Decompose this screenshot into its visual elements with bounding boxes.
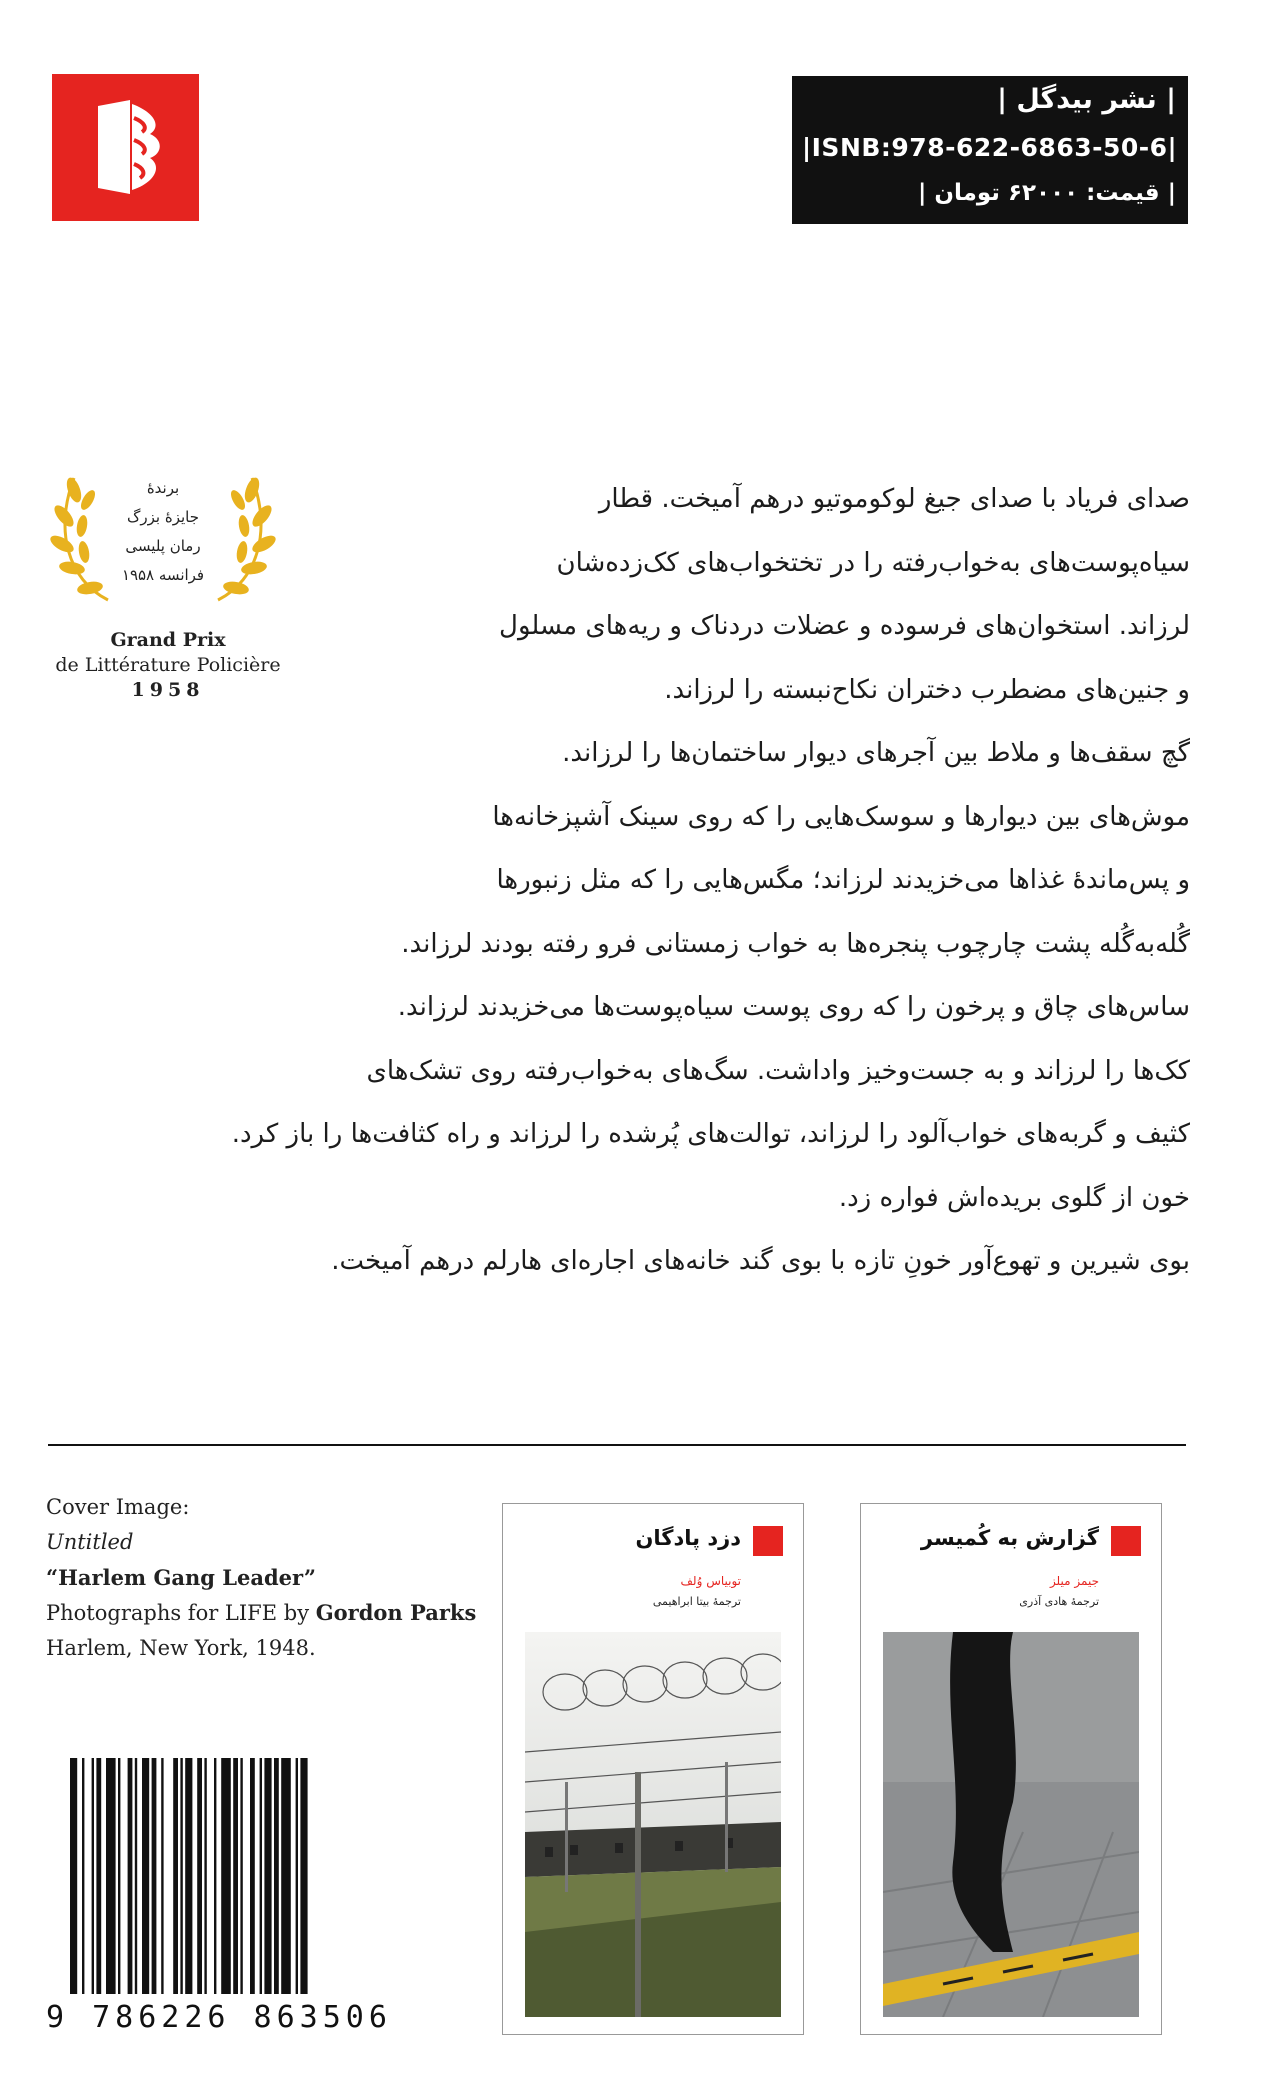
blurb-line: لرزاند. استخوان‌های فرسوده و عضلات دردناک و ریه‌های مسلول [499, 611, 1190, 641]
blurb-line: کک‌ها را لرزاند و به جست‌وخیز واداشت. سگ‌های به‌خواب‌رفته روی تشک‌های [366, 1055, 1190, 1086]
blurb-line: کثیف و گربه‌های خواب‌آلود را لرزاند، توالت‌های پُرشده را لرزاند و راه کثافت‌ها را باز کرد. [231, 1119, 1190, 1149]
credits-photo-name: “Harlem Gang Leader” [46, 1565, 316, 1590]
book-author: توبیاس وُلف [680, 1574, 741, 1588]
isbn-barcode [46, 1750, 440, 2040]
blurb-line: و پس‌ماندهٔ غذاها می‌خزیدند لرزاند؛ مگس‌هایی را که مثل زنبورها [496, 865, 1190, 895]
publisher-name: | نشر بیدگل | [997, 84, 1176, 115]
barbed-wire-fence-image [525, 1632, 781, 2017]
blurb-line: سیاه‌پوست‌های به‌خواب‌رفته را در تختخواب‌های کک‌زده‌شان [556, 547, 1190, 578]
cover-image-credits [46, 1490, 506, 1666]
blurb-line: موش‌های بین دیوارها و سوسک‌هایی را که روی سینک آشپزخانه‌ها [492, 801, 1190, 832]
blurb-line: گچ سقف‌ها و ملاط بین آجرهای دیوار ساختمان‌ها را لرزاند. [562, 738, 1190, 768]
mini-publisher-logo-icon [1111, 1526, 1141, 1556]
award-title: Grand Prix [110, 629, 226, 651]
credits-untitled: Untitled [46, 1530, 134, 1554]
publisher-logo [52, 74, 199, 221]
price: | قیمت: ۶۲۰۰۰ تومان | [917, 180, 1176, 206]
award-line: رمان پلیسی [125, 537, 201, 555]
related-book-2 [860, 1503, 1162, 2035]
blurb-line: صدای فریاد با صدای جیغ لوکوموتیو درهم آمیخت. قطار [598, 484, 1190, 514]
award-subtitle: de Littérature Policière [55, 654, 281, 676]
section-divider [48, 1444, 1186, 1446]
isbn: |ISNB:978-622-6863-50-6| [802, 133, 1178, 162]
book-title: دزد پادگان [635, 1526, 741, 1550]
credits-place: Harlem, New York, 1948. [46, 1636, 316, 1660]
book-cover-image [525, 1632, 781, 2017]
book-cover-image [883, 1632, 1139, 2017]
back-cover-blurb [130, 468, 1190, 1294]
blurb-line: گُله‌به‌گُله پشت چارچوب پنجره‌ها به خواب زمستانی فرو رفته بودند لرزاند. [401, 928, 1190, 959]
publisher-info-box [792, 76, 1188, 224]
barcode-digits: 9 786226 863506 [46, 2000, 392, 2035]
book-title: گزارش به کُمیسر [920, 1526, 1099, 1550]
book-translator: ترجمهٔ بیتا ابراهیمی [652, 1595, 741, 1608]
blurb-line: ساس‌های چاق و پرخون را که روی پوست سیاه‌پوست‌ها می‌خزیدند لرزاند. [397, 992, 1190, 1022]
book-translator: ترجمهٔ هادی آذری [1019, 1595, 1099, 1608]
blurb-line: خون از گلوی بریده‌اش فواره زد. [838, 1182, 1190, 1213]
award-line: جایزهٔ بزرگ [126, 508, 200, 526]
award-year: 1958 [131, 679, 205, 701]
credits-photographer-line [46, 1595, 506, 1631]
mini-publisher-logo-icon [753, 1526, 783, 1556]
blurb-line: بوی شیرین و تهوع‌آور خونِ تازه با بوی گند خانه‌های اجاره‌ای هارلم درهم آمیخت. [331, 1246, 1190, 1276]
book-author: جیمز میلز [1049, 1574, 1099, 1588]
award-line: برندهٔ [146, 479, 180, 497]
credits-photo-prefix: Photographs for LIFE by [46, 1601, 316, 1625]
credits-photographer: Gordon Parks [315, 1600, 477, 1625]
related-book-1 [502, 1503, 804, 2035]
bidgol-logo-icon [52, 74, 199, 221]
police-tape-street-image [883, 1632, 1139, 2017]
blurb-line: و جنین‌های مضطرب دختران نکاح‌نبسته را لرزاند. [664, 674, 1190, 705]
award-line: فرانسه ۱۹۵۸ [121, 566, 205, 584]
barcode-icon [46, 1750, 440, 2000]
credits-label: Cover Image: [46, 1495, 190, 1519]
